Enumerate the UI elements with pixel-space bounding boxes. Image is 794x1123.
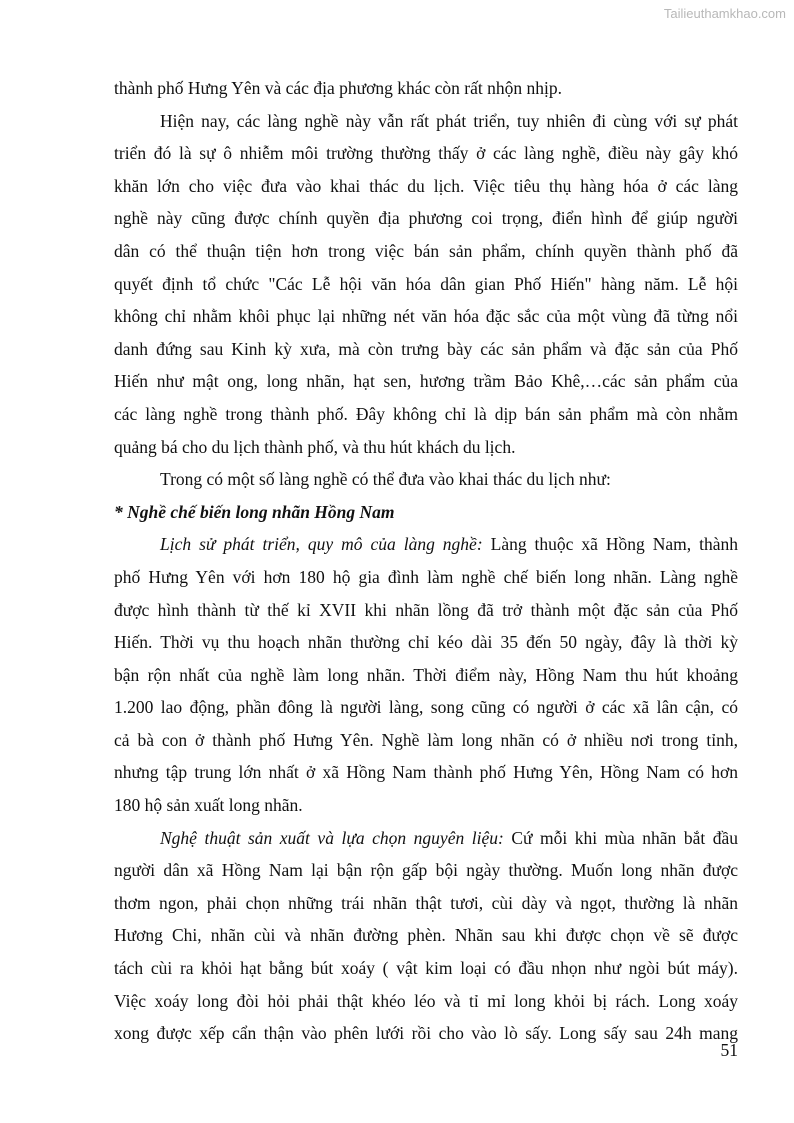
text-line: được hình thành từ thế kỉ XVII khi nhãn lồng đã trở thành một đặc sản của Phố bbox=[114, 599, 738, 620]
text-line: Hương Chi, nhãn cùi và nhãn đường phèn. Nhãn sau khi được chọn về sẽ được bbox=[114, 925, 738, 946]
text-line: các làng nghề trong thành phố. Đây không chỉ là dịp bán sản phẩm mà còn nhằm bbox=[114, 403, 738, 424]
subheading-label: Nghệ thuật sản xuất và lựa chọn nguyên liệu: bbox=[160, 827, 504, 848]
text-line: 180 hộ sản xuất long nhãn. bbox=[114, 795, 303, 816]
watermark: Tailieuthamkhao.com bbox=[663, 6, 786, 21]
text-line: triển đó là sự ô nhiễm môi trường thường thấy ở các làng nghề, điều này gây khó bbox=[114, 143, 738, 164]
text-line: 1.200 lao động, phần đông là người làng, song cũng có người ở các xã lân cận, có bbox=[114, 697, 738, 718]
page-content bbox=[114, 72, 738, 1050]
text-line: Hiến. Thời vụ thu hoạch nhãn thường chỉ kéo dài 35 đến 50 ngày, đây là thời kỳ bbox=[114, 632, 738, 653]
text-line: Trong có một số làng nghề có thể đưa vào khai thác du lịch như: bbox=[160, 469, 611, 490]
text-fragment: Làng thuộc xã Hồng Nam, thành bbox=[482, 534, 738, 555]
text-line: Hiến như mật ong, long nhãn, hạt sen, hương trầm Bảo Khê,…các sản phẩm của bbox=[114, 371, 738, 392]
text-line: Hiện nay, các làng nghề này vẫn rất phát triển, tuy nhiên đi cùng với sự phát bbox=[160, 110, 738, 131]
text-line bbox=[114, 528, 738, 561]
text-line: xong được xếp cẩn thận vào phên lưới rồi cho vào lò sấy. Long sấy sau 24h mang bbox=[114, 1023, 738, 1044]
text-line: danh đứng sau Kinh kỳ xưa, mà còn trưng bày các sản phẩm và đặc sản của Phố bbox=[114, 338, 738, 359]
text-line: cả bà con ở thành phố Hưng Yên. Nghề làm long nhãn có ở nhiều nơi trong tỉnh, bbox=[114, 729, 738, 750]
section-heading: * Nghề chế biến long nhãn Hồng Nam bbox=[114, 501, 395, 522]
text-line: người dân xã Hồng Nam lại bận rộn gấp bội ngày thường. Muốn long nhãn được bbox=[114, 860, 738, 881]
text-line: không chỉ nhằm khôi phục lại những nét văn hóa đặc sắc của một vùng đã từng nổi bbox=[114, 306, 738, 327]
text-line: tách cùi ra khỏi hạt bằng bút xoáy ( vật kim loại có đầu nhọn như ngòi bút máy). bbox=[114, 958, 738, 979]
text-line: quyết định tổ chức "Các Lễ hội văn hóa dân gian Phố Hiến" hàng năm. Lễ hội bbox=[114, 273, 738, 294]
text-line bbox=[114, 822, 738, 855]
text-line: thành phố Hưng Yên và các địa phương khác còn rất nhộn nhịp. bbox=[114, 78, 562, 98]
text-line: phố Hưng Yên với hơn 180 hộ gia đình làm nghề chế biến long nhãn. Làng nghề bbox=[114, 566, 738, 587]
text-line: khăn lớn cho việc đưa vào khai thác du lịch. Việc tiêu thụ hàng hóa ở các làng bbox=[114, 175, 738, 196]
text-line: Việc xoáy long đòi hỏi phải thật khéo léo và tỉ mỉ long khỏi bị rách. Long xoáy bbox=[114, 990, 738, 1011]
subheading-label: Lịch sử phát triển, quy mô của làng nghề: bbox=[160, 534, 483, 555]
text-line: quảng bá cho du lịch thành phố, và thu hút khách du lịch. bbox=[114, 436, 516, 457]
text-line: nhưng tập trung lớn nhất ở xã Hồng Nam thành phố Hưng Yên, Hồng Nam có hơn bbox=[114, 762, 738, 783]
text-line: bận rộn nhất của nghề làm long nhãn. Thời điểm này, Hồng Nam thu hút khoảng bbox=[114, 664, 738, 685]
text-line: thơm ngon, phải chọn những trái nhãn thật tươi, cùi dày và ngọt, thường là nhãn bbox=[114, 892, 738, 913]
text-line: nghề này cũng được chính quyền địa phương coi trọng, điển hình để giúp người bbox=[114, 208, 738, 229]
text-line: dân có thể thuận tiện hơn trong việc bán sản phẩm, chính quyền thành phố đã bbox=[114, 240, 738, 261]
text-fragment: Cứ mỗi khi mùa nhãn bắt đầu bbox=[503, 827, 738, 848]
page-number: 51 bbox=[720, 1040, 738, 1060]
